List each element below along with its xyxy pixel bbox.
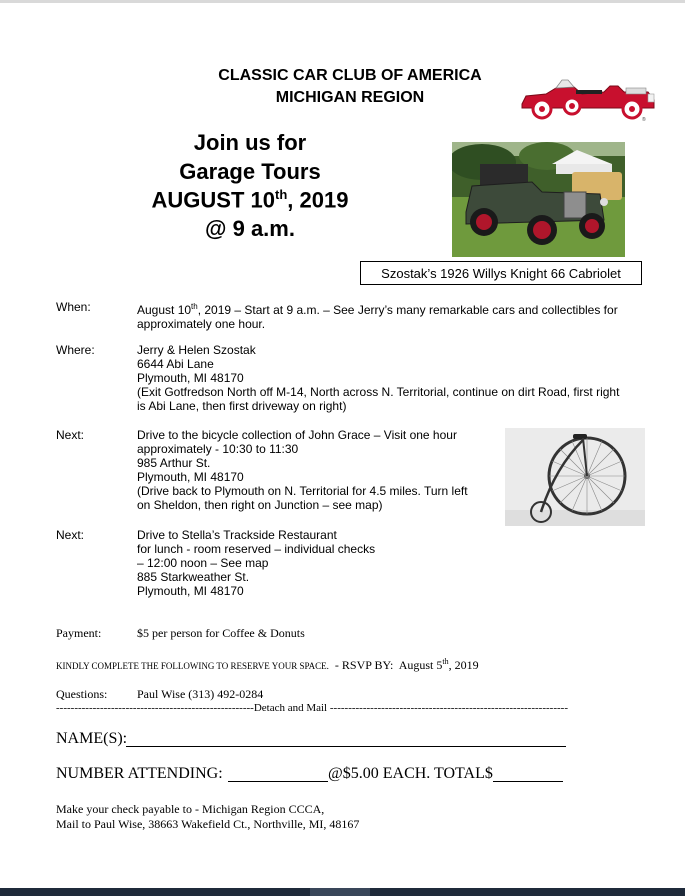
red-classic-car-logo [516,74,658,122]
region-name: MICHIGAN REGION [275,89,425,106]
title-line-2: Garage Tours [179,159,321,184]
questions-label: Questions: [56,687,108,701]
title-date: AUGUST 10th, 2019 [151,187,349,213]
each-total-label: @$5.00 EACH. TOTAL$ [328,765,493,782]
payment-label: Payment: [56,626,102,640]
next-text-2: Drive to Stella’s Trackside Restaurant for lunch - room reserved – individual checks – 12:00 noon – See map 885 Starkweather St. Plymouth, MI 48170 [137,528,376,598]
when-label: When: [56,300,91,314]
title-line-1: Join us for [193,130,307,155]
when-text: August 10th, 2019 – Start at 9 a.m. – See Jerry’s many remarkable cars and collectibles for approximately one hour. [137,302,618,331]
total-field-line[interactable] [493,781,563,782]
reserve-line: KINDLY COMPLETE THE FOLLOWING TO RESERVE YOUR SPACE. - RSVP BY: August 5th, 2019 [56,657,479,672]
questions-contact: Paul Wise (313) 492-0284 [137,687,264,701]
name-field-line[interactable] [126,746,566,747]
club-name: CLASSIC CAR CLUB OF AMERICA [218,67,482,84]
top-border [0,0,685,3]
payment-text: $5 per person for Coffee & Donuts [137,626,305,640]
willys-knight-photo [452,142,625,257]
attending-label: NUMBER ATTENDING: [56,765,223,782]
mail-instructions: Make your check payable to - Michigan Region CCCA, Mail to Paul Wise, 38663 Wakefield Ct., Northville, MI, 48167 [56,802,360,831]
title-time: @ 9 a.m. [205,216,295,241]
bicycle-photo [505,428,645,526]
where-text: Jerry & Helen Szostak 6644 Abi Lane Plymouth, MI 48170 (Exit Gotfredson North off M-14, North across N. Territorial, continue on dirt Road, first right is Abi Lane, then first driveway on right) [137,343,620,413]
where-label: Where: [56,343,95,357]
next-text-1: Drive to the bicycle collection of John Grace – Visit one hour approximately - 10:30 to 11:30 985 Arthur St. Plymouth, MI 48170 (Drive back to Plymouth on N. Territorial for 4.5 miles. Turn left on Sheldon, then right on Junction – see map) [137,428,468,512]
name-label: NAME(S): [56,730,128,747]
taskbar-strip [0,888,685,896]
svg-text:®: ® [642,117,646,122]
next-label-1: Next: [56,428,85,442]
attending-field-line[interactable] [228,781,328,782]
photo-caption: Szostak’s 1926 Willys Knight 66 Cabriolet [360,261,642,285]
next-label-2: Next: [56,528,85,542]
detach-line: ------------------------------------------------------Detach and Mail ----------------------------------------------------------------- [56,702,568,714]
